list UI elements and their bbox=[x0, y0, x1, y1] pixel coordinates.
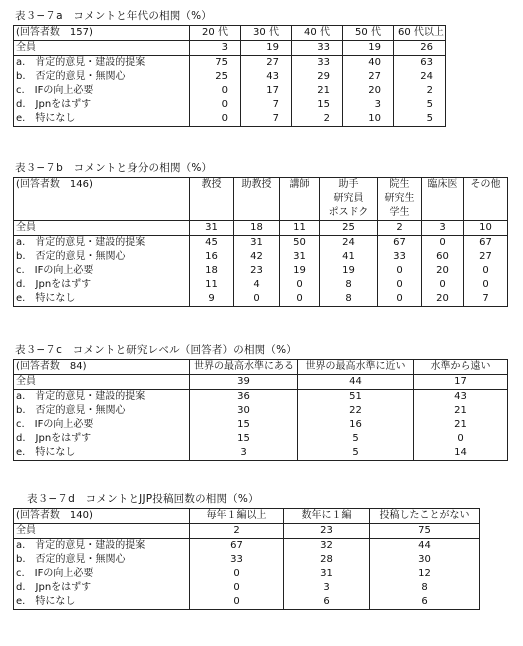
table-caption: 表３−７c コメントと研究レベル（回答者）の相関（%） bbox=[15, 344, 297, 356]
table-cell: 0 bbox=[422, 236, 464, 251]
row-label: 全員 bbox=[14, 41, 190, 56]
row-label: a. 肯定的意見・建設的提案 bbox=[16, 237, 146, 248]
table-row bbox=[14, 418, 508, 432]
table-cell: 9 bbox=[190, 292, 234, 307]
table-caption: 表３−７a コメントと年代の相関（%） bbox=[15, 10, 213, 22]
table-cell: 7 bbox=[464, 292, 508, 307]
table-header-row bbox=[14, 178, 508, 221]
header-cell: 60 代以上 bbox=[394, 26, 446, 41]
table-cell: 8 bbox=[370, 581, 480, 595]
table-cell: 0 bbox=[190, 112, 241, 127]
table-cell: 21 bbox=[414, 404, 508, 418]
table-cell: 21 bbox=[414, 418, 508, 432]
table-cell: 8 bbox=[320, 278, 378, 292]
table-cell: 5 bbox=[298, 446, 414, 461]
table-cell: 10 bbox=[343, 112, 394, 127]
table-cell: 3 bbox=[343, 98, 394, 112]
table-cell: 3 bbox=[422, 221, 464, 236]
table-row bbox=[14, 221, 508, 236]
table-cell: 44 bbox=[370, 539, 480, 554]
table-cell: 12 bbox=[370, 567, 480, 581]
table-cell: 60 bbox=[422, 250, 464, 264]
table-cell: 31 bbox=[234, 236, 280, 251]
table-cell: 33 bbox=[292, 56, 343, 71]
header-cell: 投稿したことがない bbox=[370, 509, 480, 524]
table-cell: 0 bbox=[464, 264, 508, 278]
table-cell: 45 bbox=[190, 236, 234, 251]
table-cell: 5 bbox=[394, 112, 446, 127]
table-cell: 0 bbox=[190, 567, 284, 581]
table-cell: 0 bbox=[414, 432, 508, 446]
table-cell: 0 bbox=[378, 264, 422, 278]
table-cell: 0 bbox=[190, 581, 284, 595]
table-cell: 0 bbox=[190, 84, 241, 98]
table-row bbox=[14, 112, 446, 127]
table-cell: 3 bbox=[284, 581, 370, 595]
row-label: e. 特になし bbox=[16, 447, 76, 458]
header-cell: 50 代 bbox=[343, 26, 394, 41]
table-cell: 6 bbox=[284, 595, 370, 610]
table-cell: 2 bbox=[190, 524, 284, 539]
table-cell: 15 bbox=[190, 418, 298, 432]
header-cell: 院生 研究生 学生 bbox=[378, 178, 422, 221]
header-cell: 世界の最高水準に近い bbox=[298, 360, 414, 375]
table-row bbox=[14, 41, 446, 56]
table-cell: 33 bbox=[292, 41, 343, 56]
header-cell: 30 代 bbox=[241, 26, 292, 41]
table-cell: 2 bbox=[394, 84, 446, 98]
table-header-row bbox=[14, 26, 446, 41]
table-cell: 15 bbox=[190, 432, 298, 446]
header-cell: その他 bbox=[464, 178, 508, 221]
table-cell: 6 bbox=[370, 595, 480, 610]
table-cell: 26 bbox=[394, 41, 446, 56]
header-cell: 助教授 bbox=[234, 178, 280, 221]
table-cell: 0 bbox=[378, 278, 422, 292]
row-label: c. IFの向上必要 bbox=[16, 85, 94, 96]
table-cell: 31 bbox=[190, 221, 234, 236]
table-cell: 30 bbox=[370, 553, 480, 567]
row-label: e. 特になし bbox=[16, 113, 76, 124]
table-cell: 31 bbox=[280, 250, 320, 264]
row-label: a. 肯定的意見・建設的提案 bbox=[16, 57, 146, 68]
table-row bbox=[14, 84, 446, 98]
table-cell: 16 bbox=[298, 418, 414, 432]
table-cell: 11 bbox=[190, 278, 234, 292]
header-cell: (回答者数 157) bbox=[14, 26, 190, 41]
table-row bbox=[14, 539, 480, 554]
table-row bbox=[14, 567, 480, 581]
row-label: b. 否定的意見・無関心 bbox=[16, 251, 126, 262]
table-3-7b-section bbox=[13, 160, 508, 307]
table-cell: 19 bbox=[280, 264, 320, 278]
row-label: c. IFの向上必要 bbox=[16, 265, 94, 276]
table-cell: 39 bbox=[190, 375, 298, 390]
row-label: e. 特になし bbox=[16, 293, 76, 304]
table-cell: 50 bbox=[280, 236, 320, 251]
header-cell: (回答者数 84) bbox=[14, 360, 190, 375]
table-cell: 0 bbox=[280, 292, 320, 307]
table-cell: 0 bbox=[378, 292, 422, 307]
table-cell: 27 bbox=[464, 250, 508, 264]
table-cell: 18 bbox=[190, 264, 234, 278]
row-label: a. 肯定的意見・建設的提案 bbox=[16, 540, 146, 551]
table-cell: 0 bbox=[190, 595, 284, 610]
header-cell: 世界の最高水準にある bbox=[190, 360, 298, 375]
table-cell: 31 bbox=[284, 567, 370, 581]
table-cell: 75 bbox=[190, 56, 241, 71]
header-cell: 助手 研究員 ポスドク bbox=[320, 178, 378, 221]
table-cell: 8 bbox=[320, 292, 378, 307]
table-row bbox=[14, 250, 508, 264]
header-cell: 数年に１編 bbox=[284, 509, 370, 524]
table-cell: 25 bbox=[320, 221, 378, 236]
table-cell: 75 bbox=[370, 524, 480, 539]
table-cell: 0 bbox=[190, 98, 241, 112]
table-research-level-correlation bbox=[13, 359, 508, 461]
table-cell: 22 bbox=[298, 404, 414, 418]
table-cell: 18 bbox=[234, 221, 280, 236]
table-row bbox=[14, 292, 508, 307]
table-cell: 29 bbox=[292, 70, 343, 84]
header-cell: (回答者数 146) bbox=[14, 178, 190, 221]
table-cell: 30 bbox=[190, 404, 298, 418]
table-cell: 20 bbox=[422, 264, 464, 278]
header-cell: 臨床医 bbox=[422, 178, 464, 221]
table-cell: 27 bbox=[343, 70, 394, 84]
header-cell: 20 代 bbox=[190, 26, 241, 41]
table-cell: 5 bbox=[298, 432, 414, 446]
table-cell: 7 bbox=[241, 98, 292, 112]
table-row bbox=[14, 236, 508, 251]
table-cell: 24 bbox=[320, 236, 378, 251]
table-cell: 43 bbox=[241, 70, 292, 84]
table-cell: 42 bbox=[234, 250, 280, 264]
header-cell: (回答者数 140) bbox=[14, 509, 190, 524]
table-cell: 15 bbox=[292, 98, 343, 112]
table-cell: 67 bbox=[190, 539, 284, 554]
row-label: d. Jpnをはずす bbox=[16, 433, 92, 444]
table-cell: 43 bbox=[414, 390, 508, 405]
table-cell: 67 bbox=[378, 236, 422, 251]
table-cell: 0 bbox=[280, 278, 320, 292]
table-cell: 19 bbox=[320, 264, 378, 278]
table-cell: 17 bbox=[414, 375, 508, 390]
table-cell: 4 bbox=[234, 278, 280, 292]
header-cell: 毎年１編以上 bbox=[190, 509, 284, 524]
row-label: b. 否定的意見・無関心 bbox=[16, 71, 126, 82]
row-label: 全員 bbox=[14, 524, 190, 539]
table-cell: 20 bbox=[343, 84, 394, 98]
table-cell: 21 bbox=[292, 84, 343, 98]
table-cell: 33 bbox=[190, 553, 284, 567]
table-cell: 63 bbox=[394, 56, 446, 71]
table-cell: 33 bbox=[378, 250, 422, 264]
table-cell: 0 bbox=[464, 278, 508, 292]
table-cell: 5 bbox=[394, 98, 446, 112]
table-row bbox=[14, 581, 480, 595]
table-cell: 40 bbox=[343, 56, 394, 71]
table-3-7d-section bbox=[13, 491, 480, 610]
table-cell: 19 bbox=[241, 41, 292, 56]
table-cell: 16 bbox=[190, 250, 234, 264]
table-row bbox=[14, 446, 508, 461]
table-caption: 表３−７d コメントとJJP投稿回数の相関（%） bbox=[27, 493, 259, 505]
row-label: 全員 bbox=[14, 221, 190, 236]
table-cell: 67 bbox=[464, 236, 508, 251]
table-row bbox=[14, 595, 480, 610]
table-row bbox=[14, 390, 508, 405]
table-cell: 7 bbox=[241, 112, 292, 127]
table-cell: 44 bbox=[298, 375, 414, 390]
header-cell: 水準から遠い bbox=[414, 360, 508, 375]
table-position-correlation bbox=[13, 177, 508, 307]
table-cell: 0 bbox=[234, 292, 280, 307]
row-label: c. IFの向上必要 bbox=[16, 568, 94, 579]
table-cell: 24 bbox=[394, 70, 446, 84]
table-cell: 36 bbox=[190, 390, 298, 405]
table-cell: 3 bbox=[190, 446, 298, 461]
header-cell: 40 代 bbox=[292, 26, 343, 41]
table-header-row bbox=[14, 360, 508, 375]
row-label: a. 肯定的意見・建設的提案 bbox=[16, 391, 146, 402]
table-cell: 23 bbox=[234, 264, 280, 278]
table-cell: 20 bbox=[422, 292, 464, 307]
table-cell: 2 bbox=[292, 112, 343, 127]
table-cell: 3 bbox=[190, 41, 241, 56]
table-row bbox=[14, 70, 446, 84]
table-row bbox=[14, 56, 446, 71]
table-row bbox=[14, 432, 508, 446]
table-cell: 11 bbox=[280, 221, 320, 236]
header-cell: 教授 bbox=[190, 178, 234, 221]
table-row bbox=[14, 553, 480, 567]
row-label: b. 否定的意見・無関心 bbox=[16, 405, 126, 416]
table-cell: 19 bbox=[343, 41, 394, 56]
table-jjp-submissions-correlation bbox=[13, 508, 480, 610]
table-cell: 25 bbox=[190, 70, 241, 84]
row-label: b. 否定的意見・無関心 bbox=[16, 554, 126, 565]
table-cell: 14 bbox=[414, 446, 508, 461]
table-row bbox=[14, 404, 508, 418]
table-cell: 28 bbox=[284, 553, 370, 567]
table-cell: 41 bbox=[320, 250, 378, 264]
row-label: d. Jpnをはずす bbox=[16, 99, 92, 110]
table-3-7c-section bbox=[13, 342, 508, 461]
table-cell: 0 bbox=[422, 278, 464, 292]
table-row bbox=[14, 278, 508, 292]
row-label: e. 特になし bbox=[16, 596, 76, 607]
row-label: c. IFの向上必要 bbox=[16, 419, 94, 430]
table-cell: 32 bbox=[284, 539, 370, 554]
table-row bbox=[14, 524, 480, 539]
table-cell: 51 bbox=[298, 390, 414, 405]
table-header-row bbox=[14, 509, 480, 524]
table-3-7a-section bbox=[13, 8, 446, 127]
row-label: d. Jpnをはずす bbox=[16, 279, 92, 290]
row-label: 全員 bbox=[14, 375, 190, 390]
table-cell: 17 bbox=[241, 84, 292, 98]
table-cell: 27 bbox=[241, 56, 292, 71]
table-row bbox=[14, 264, 508, 278]
row-label: d. Jpnをはずす bbox=[16, 582, 92, 593]
table-row bbox=[14, 375, 508, 390]
table-cell: 10 bbox=[464, 221, 508, 236]
table-caption: 表３−７b コメントと身分の相関（%） bbox=[15, 162, 213, 174]
table-cell: 2 bbox=[378, 221, 422, 236]
header-cell: 講師 bbox=[280, 178, 320, 221]
table-age-correlation bbox=[13, 25, 446, 127]
table-row bbox=[14, 98, 446, 112]
table-cell: 23 bbox=[284, 524, 370, 539]
